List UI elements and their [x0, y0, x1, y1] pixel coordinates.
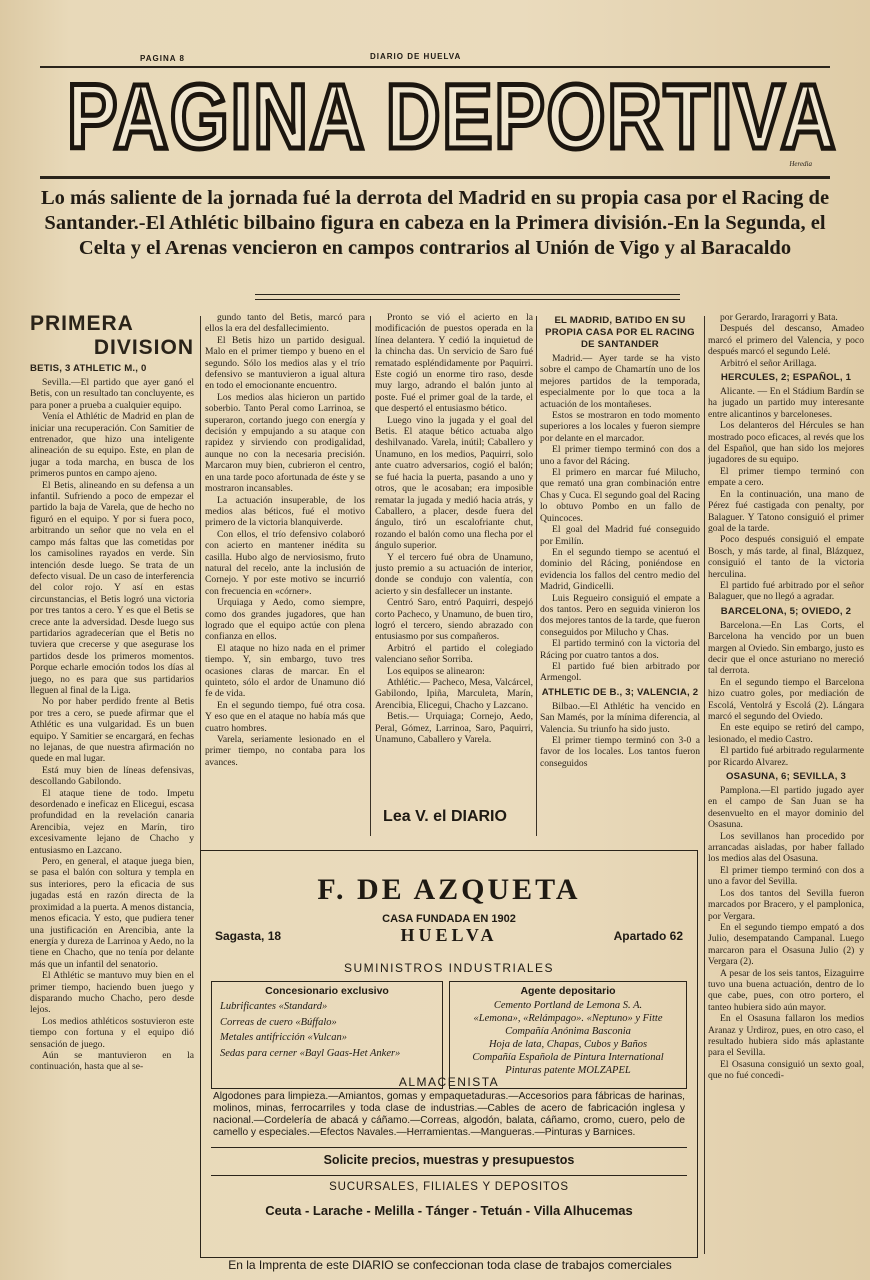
paragraph: Sevilla.—El partido que ayer ganó el Betis, con un resultado tan concluyente, es para poner a prueba a cualquier equipo. [30, 377, 194, 411]
masthead-rule [40, 176, 830, 179]
box-heading: Agente depositario [520, 985, 616, 997]
paragraph: El ataque no hizo nada en el primer tiempo. Y, sin embargo, tuvo tres ocasiones claras de marcar. En el quinteto, sólo el ardor de Unamuno dió fe de vida. [205, 642, 365, 700]
paragraph: El Betis hizo un partido desigual. Malo en el primer tiempo y bueno en el segundo. Sólo los medios alas y el trío defensivo se mantuvieron a igual altura en todo el emocionante encuentro. [205, 334, 365, 392]
page-number: PAGINA 8 [140, 54, 185, 63]
paragraph: El Osasuna consiguió un sexto goal, que no fué concedi- [708, 1058, 864, 1082]
column-4-body-2 [540, 701, 700, 769]
ad-item: Sedas para cerner «Bayl Gaas-Het Anker» [220, 1047, 401, 1059]
paragraph: por Gerardo, Iraragorri y Bata. [720, 312, 838, 323]
ad-item: Cemento Portland de Lemona S. A. [493, 1000, 643, 1011]
ad-po-box: Apartado 62 [613, 929, 683, 943]
paragraph: El goal del Madrid fué conseguido por Emilín. [540, 524, 700, 547]
masthead-signature: Heredia [789, 160, 812, 168]
headline-divider [255, 294, 680, 300]
masthead-title-art [62, 62, 842, 170]
match-heading-betis: BETIS, 3 ATHLETIC M., 0 [30, 363, 147, 374]
column-5 [708, 312, 864, 1262]
paper-name: DIARIO DE HUELVA [370, 52, 462, 61]
column-3 [375, 312, 533, 800]
paragraph: Estos se mostraron en todo momento superiores a los locales y fueron siempre por delante en el marcador. [540, 410, 700, 444]
paragraph: El partido terminó con la victoria del Rácing por cuatro tantos a dos. [540, 638, 700, 661]
paragraph: Aún se mantuvieron en la continuación, hasta que al se- [30, 1049, 194, 1073]
ad-item: Pinturas patente MOLZAPEL [505, 1065, 631, 1076]
column-3-body [375, 312, 533, 745]
column-rule [536, 316, 537, 836]
paragraph: Pero, en general, el ataque juega bien, se pasa el balón con soltura y templa en sus interiores, pero la eficacia de sus jugadas está en razón directa de la proximidad a la puerta. A menos distancia, menos eficacia. Y esto, que pudiera tener una justificación en Arencibia, ante la energía y dureza de Larrinoa y Aedo, no la tiene en Chacho, que no tenía por delante más que un infantil del senatorio. [30, 856, 194, 970]
column-1-body [30, 377, 194, 1073]
paragraph: Madrid.— Ayer tarde se ha visto sobre el campo de Chamartín uno de los mejores partidos de la temporada, especialmente por lo que toca a la actuación de los montañeses. [540, 353, 700, 410]
column-2-body [205, 312, 365, 768]
paragraph: Varela, seriamente lesionado en el primer tiempo, no contaba para los avances. [205, 734, 365, 768]
box-items [450, 997, 686, 1079]
paragraph: El primero en marcar fué Milucho, que remató una gran combinación entre Chas y Cuca. El segundo goal del Racing lo obtuvo Pombo en un fallo de Quincoces. [540, 467, 700, 524]
paragraph: El partido fué arbitrado regularmente por Ricardo Alvarez. [708, 745, 864, 768]
paragraph: Urquiaga y Aedo, como siempre, como dos grandes jugadores, que han logrado que el equipo actúe con plena confianza en ellos. [205, 597, 365, 643]
paragraph: En el segundo tiempo se acentuó el dominio del Rácing, poniéndose en evidencia los fallos del centro medio del Madrid, Gindicelli. [540, 546, 700, 593]
imprenta-notice: En la Imprenta de este DIARIO se confeccionan toda clase de trabajos comerciales [228, 1258, 672, 1272]
azqueta-advertisement [200, 850, 698, 1258]
paragraph: El primer tiempo terminó con dos a uno a favor del Rácing. [540, 444, 700, 467]
ad-item: Compañía Española de Pintura International [472, 1052, 664, 1063]
ad-founded: CASA FUNDADA EN 1902 [382, 913, 516, 925]
column-5-body-2 [708, 386, 864, 603]
column-4-body [540, 353, 700, 684]
ad-almacenista-text: Algodones para limpieza.—Amiantos, gomas y empaquetaduras.—Accesorios para fábricas de harinas, molinos, minas, ferrocarriles y toda clase de industrias.—Cables de acero de fabricación inglesa y nacional.—Cordelería de abacá y cáñamo.—Correas, algodón, balata, cáñamo, cromo, cuero, pelo de camello y especiales.—Efectos Navales.—Herramientas.—Mangueras.—Pinturas y Barnices. [213, 1091, 685, 1138]
paragraph: Bilbao.—El Athlétic ha vencido en San Mamés, por la mínima diferencia, al Valencia. Su triunfo ha sido justo. [540, 700, 700, 735]
paragraph: Venía el Athlétic de Madrid en plan de iniciar una recuperación. Con Samitier de entrenador, que hizo una inteligente alineación de su equipo. Este, en plan de jugar a toda marcha, en busca de los primeros puntos en campo ajeno. [30, 411, 194, 480]
paragraph: El ataque tiene de todo. Impetu desordenado e ineficaz en Elicegui, escasa profundidad en la revelación canaria Arencibia, vejez en Marín, tiro excesivamente lejano de Chacho y entusiasmo en Lazcano. [30, 787, 194, 856]
column-5-body-4 [708, 785, 864, 1082]
paragraph: Arbitró el señor Arillaga. [720, 357, 817, 369]
paragraph: Athlétic.— Pacheco, Mesa, Valcárcel, Gabilondo, Ipiña, Marculeta, Marín, Arencibia, Elicegui, Chacho y Lazcano. [375, 677, 533, 711]
paragraph: El partido fué arbitrado por el señor Balaguer, que no llegó a agradar. [708, 579, 864, 603]
column-rule [370, 316, 371, 836]
ad-rule [211, 1175, 687, 1176]
paragraph: Barcelona.—En Las Corts, el Barcelona ha vencido por un buen margen al Oviedo. Sin embargo, justo es decir que el once asturiano no mereció tal derrota. [708, 619, 864, 677]
section-heading-primera: PRIMERA [30, 312, 134, 335]
paragraph: La actuación insuperable, de los medios alas béticos, fué el motivo primero de la victoria blanquiverde. [205, 494, 365, 529]
paragraph: A pesar de los seis tantos, Eizaguirre tuvo una buena actuación, dentro de lo que cabe, pues, con otro portero, el tanteo hubiera sido aún mayor. [708, 967, 864, 1013]
ad-box-agente [449, 981, 687, 1089]
paragraph: Después del descanso, Amadeo marcó el primero del Valencia, y poco después marcó el segundo Lelé. [708, 323, 864, 358]
paragraph: El Athlétic se mantuvo muy bien en el primer tiempo, haciendo buen juego y disparando mucho Chacho, pero desde lejos. [30, 970, 194, 1016]
paragraph: Arbitró el partido el colegiado valenciano señor Sorriba. [375, 642, 533, 666]
ad-item: Lubrificantes «Standard» [220, 1001, 328, 1012]
match-heading-athletic: ATHLETIC DE B., 3; VALENCIA, 2 [541, 686, 699, 698]
paragraph: Con ellos, el trío defensivo colaboró con acierto en mantener inédita su casilla. Hubo algo de nerviosismo, fruto natural del recelo, ante la inclusión de Cornejo. Y por este motivo se incurrió con frecuencia en «córner». [205, 528, 365, 597]
paragraph: El primer tiempo terminó con empate a cero. [708, 465, 864, 489]
lea-diario-notice: Lea V. el DIARIO [383, 808, 507, 825]
paragraph: En el segundo tiempo el Barcelona hizo cuatro goles, por mediación de Escolá, Ventolrá y Escolá (2). Lángara marcó el segundo del Oviedo. [708, 676, 864, 722]
paragraph: Pamplona.—El partido jugado ayer en el campo de San Juan se ha desenvuelto en el mayor dominio del Osasuna. [708, 785, 864, 831]
paragraph: En este equipo se retiró del campo, lesionado, el medio Castro. [708, 722, 864, 745]
box-items [212, 997, 442, 1063]
ad-address: Sagasta, 18 [215, 929, 282, 943]
paragraph: El partido fué bien arbitrado por Armengol. [540, 660, 700, 684]
paragraph: Los equipos se alinearon: [387, 665, 485, 677]
ad-city: HUELVA [400, 925, 498, 945]
match-heading-hercules: HERCULES, 2; ESPAÑOL, 1 [720, 372, 852, 384]
ad-item: Metales antifricción «Vulcan» [220, 1032, 347, 1043]
paragraph: El primer tiempo terminó con dos a uno a favor del Sevilla. [708, 864, 864, 888]
ad-sucursales: SUCURSALES, FILIALES Y DEPOSITOS [329, 1181, 569, 1193]
ad-almacenista: ALMACENISTA [398, 1075, 500, 1089]
column-5-body-3 [708, 620, 864, 768]
column-2 [205, 312, 365, 836]
masthead-title: PAGINA DEPORTIVA [67, 66, 837, 168]
ad-item: Correas de cuero «Búffalo» [220, 1016, 337, 1028]
match-heading-barcelona: BARCELONA, 5; OVIEDO, 2 [720, 605, 852, 617]
main-headline: Lo más saliente de la jornada fué la derrota del Madrid en su propia casa por el Racing de Santander.-El Athlétic bilbaino figura en cabeza en la Primera división.-En la Segunda, el Celta y el Arenas vencieron en campos contrarios al Unión de Vigo y al Baracaldo [40, 187, 830, 259]
paragraph: El Betis, alineando en su defensa a un infantil. Sufriendo a poco de empezar el partido la baja de Varela, que de hecho no figuró en el equipo. Y por si fuera poco, arbitrando un señor que no vela en el campo más faltas que las cometidas por los camisolines rayados en verde. Sin intención desde luego. Se trata de un defecto visual. De un caso de interferencia del color rojo. Y así en estas circunstancias, el Betis logró una victoria por tres tantos a cero. Y es que el Betis se crece ante la adversidad. Desde luego sus partidarios agradecerían que el Betis no tuviera que crecerse y que asegurase los partidos desde los primeros momentos. Porque echarle emoción todos los días al juego, no es para que sus partidarios lleguen al final de la Liga. [30, 479, 194, 696]
column-1 [30, 312, 194, 1254]
paragraph: Los medios alas hicieron un partido soberbio. Tanto Peral como Larrinoa, se superaron, cortando juego con energía y decisión y empujando a su ataque con rapidez y sirviendo con prodigalidad, aunque no con la necesaria precisión. Marcaron muy bien, cubrieron el centro, en una tarde poco afortunada de éste y se mostraron incansables. [205, 391, 365, 495]
ad-item: Compañía Anónima Basconia [505, 1026, 631, 1037]
ad-rule [211, 1147, 687, 1148]
paragraph: El primer tiempo terminó con 3-0 a favor de los locales. Los tantos fueron conseguidos [540, 735, 700, 769]
paragraph: Centró Saro, entró Paquirri, despejó corto Pacheco, y Unamuno, de buen tiro, logró el tercero, siendo abrazado con entusiasmo por sus compañeros. [375, 597, 533, 643]
paragraph: gundo tanto del Betis, marcó para ellos la era del desfallecimiento. [205, 312, 365, 335]
ad-solicite: Solicite precios, muestras y presupuestos [323, 1153, 575, 1167]
column-rule [704, 316, 705, 1254]
ad-company-name: F. DE AZQUETA [317, 873, 581, 906]
column-4 [540, 312, 700, 836]
match-heading-madrid: EL MADRID, BATIDO EN SU PROPIA CASA POR EL RACING DE SANTANDER [545, 315, 695, 350]
ad-item: Hoja de lata, Chapas, Cubos y Baños [488, 1039, 648, 1050]
paragraph: En el Osasuna fallaron los medios Aranaz y Urdiroz, pues, en otro caso, el resultado hubiera sido más aplastante para el Sevilla. [708, 1013, 864, 1059]
paragraph: En el segundo tiempo empató a dos Julio, desempatando Campanal. Luego marcaron para el Osasuna Julio (2) y Vergara (2). [708, 921, 864, 968]
ad-suministros: SUMINISTROS INDUSTRIALES [343, 961, 555, 975]
paragraph: En el segundo tiempo, fué otra cosa. Y eso que en el ataque no había más que cuatro hombres. [205, 699, 365, 734]
masthead [62, 62, 842, 170]
paragraph: Y el tercero fué obra de Unamuno, justo premio a su actuación de interior, donde se condujo con valentía, con acierto y sin desfallecer un instante. [375, 551, 533, 597]
ad-places: Ceuta - Larache - Melilla - Tánger - Tetuán - Villa Alhucemas [265, 1203, 633, 1218]
section-heading-division: DIVISION [93, 336, 194, 359]
column-5-body [708, 312, 864, 369]
ad-item: «Lemona», «Relámpago». «Neptuno» y Fitte [473, 1013, 663, 1024]
paragraph: Poco después consiguió el empate Bosch, y más tarde, al final, Blázquez, consiguió el tanto de la victoria herculina. [708, 534, 864, 580]
paragraph: Alicante. — En el Stádium Bardín se ha jugado un partido muy interesante entre alicantinos y barceloneses. [708, 386, 864, 420]
paragraph: Betis.— Urquiaga; Cornejo, Aedo, Peral, Gómez, Larrinoa, Saro, Paquirri, Unamuno, Caballero y Varela. [375, 711, 533, 746]
paragraph: Los dos tantos del Sevilla fueron marcados por Bracero, y el pamplonica, por Vergara. [708, 887, 864, 922]
paragraph: Los medios athléticos sostuvieron este tiempo con fortuna y el equipo dió sensación de juego. [30, 1015, 194, 1050]
paragraph: Pronto se vió el acierto en la modificación de puestos operada en la línea delantera. Y cedió la inquietud de la chincha das. Un servicio de Saro fué rematado espléndidamente por Paquirri. Este cogió un enorme tiro raso, desde muy largo, adrando el balón junto al poste. Fué el primer goal de la tarde, el que despertó el entusiasmo bético. [375, 312, 533, 415]
box-heading: Concesionario exclusivo [265, 985, 389, 997]
ad-box-concesionario [211, 981, 443, 1089]
paragraph: Los delanteros del Hércules se han mostrado poco eficaces, al revés que los del Español, que han sido los mejores jugadores de su equipo. [708, 420, 864, 466]
paragraph: Los sevillanos han procedido por arrancadas aisladas, por haber fallado los medios alas del Osasuna. [708, 830, 864, 865]
paragraph: En la continuación, una mano de Pérez fué castigada con penalty, por Balaguer. Y Tatono consiguió el primer goal de la tarde. [708, 488, 864, 534]
paragraph: Está muy bien de líneas defensivas, descollando Gabilondo. [30, 764, 194, 788]
paragraph: Luis Regueiro consiguió el empate a dos tantos. Pero en seguida vinieron los dos mejores tantos de la tarde, que fueron conseguidos por Milucho y Chas. [540, 592, 700, 638]
paragraph: No por haber perdido frente al Betis por tres a cero, se puede afirmar que el Athlétic es una vulgaridad. Es un buen equipo. Y Samitier se encargará, en fechas no lejanas, de que nuestra afirmación no quede en mal lugar. [30, 696, 194, 765]
match-heading-osasuna: OSASUNA, 6; SEVILLA, 3 [725, 771, 847, 783]
paragraph: Luego vino la jugada y el goal del Betis. El ataque bético actuaba algo deshilvanado. Varela, inútil; Caballero y Unamuno, en los medios, Paquirri, solo ante cuatro adversarios, cogió el balón; se fué hacia la puerta, pasando a uno y otros, que le acosaban; era imposible rematar la jugada y medió hacia atrás, y Caballero, a placer, desde fuera del ángulo, tiró un escalofriante chut, rozando el balón como una flecha por el ángulo superior. [375, 414, 533, 552]
